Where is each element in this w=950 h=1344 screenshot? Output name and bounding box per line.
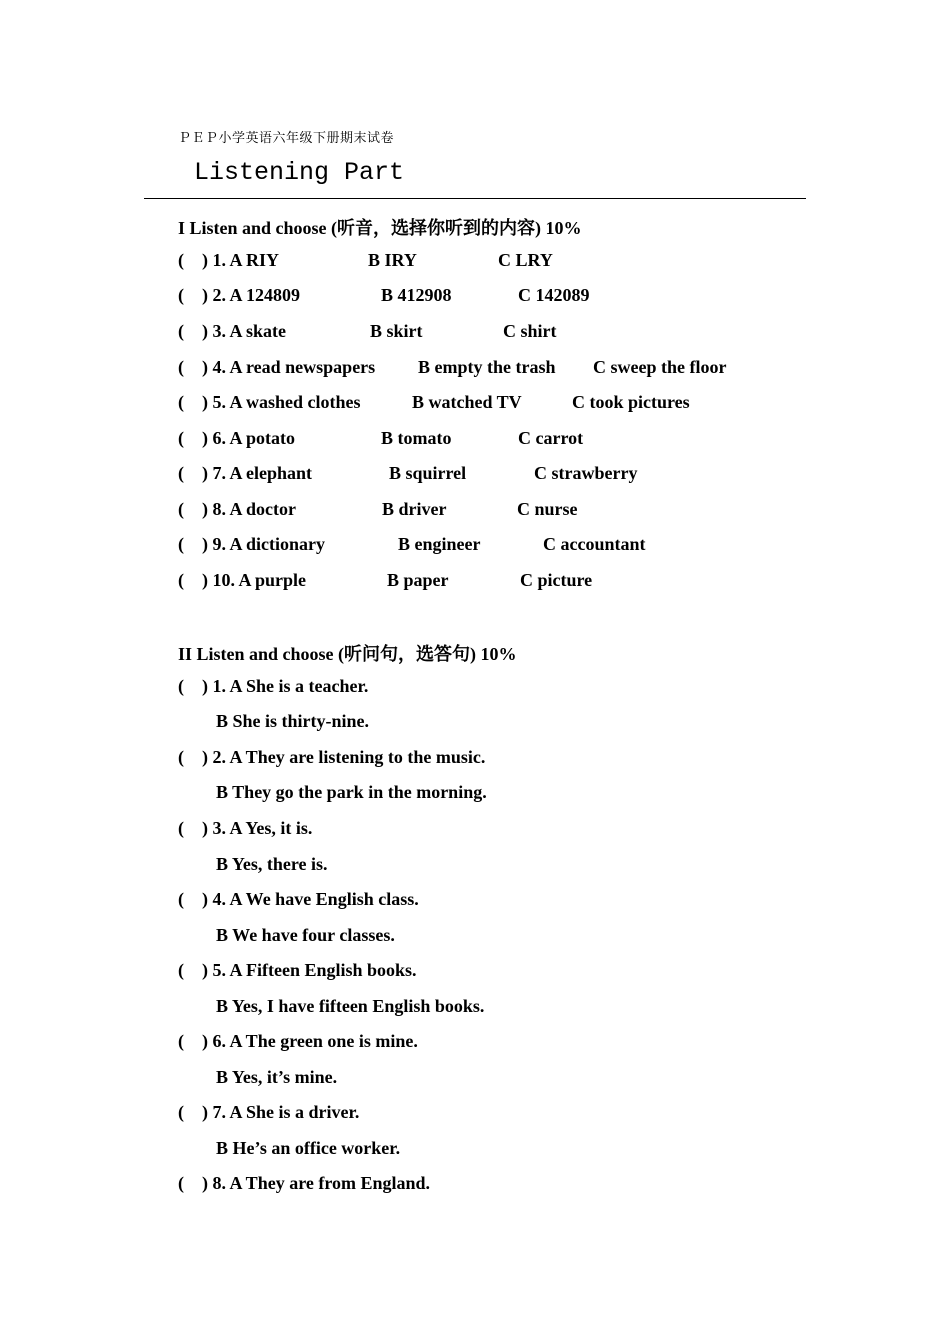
s2-question-1-option-b: B She is thirty-nine. xyxy=(216,711,370,731)
s1-question-8 xyxy=(178,499,818,523)
answer-blank-open: ( xyxy=(178,676,184,696)
question-option-b: B engineer xyxy=(398,534,481,554)
question-option-a: ) 9. A dictionary xyxy=(202,534,326,554)
answer-blank-open: ( xyxy=(178,321,184,341)
question-option-b: B skirt xyxy=(370,321,423,341)
question-option-a: ) 2. A 124809 xyxy=(202,285,301,305)
question-option-b: B paper xyxy=(387,570,449,590)
section1-heading: I Listen and choose (听音，选择你听到的内容) 10% xyxy=(178,218,582,238)
s2-question-7 xyxy=(178,1102,818,1126)
s2-question-4-option-b: B We have four classes. xyxy=(216,925,395,945)
question-option-b: B driver xyxy=(382,499,447,519)
question-option-a: ) 6. A The green one is mine. xyxy=(202,1031,418,1051)
question-option-c: C nurse xyxy=(517,499,578,519)
s2-question-6 xyxy=(178,1031,818,1055)
s2-question-6-option-b: B Yes, it’s mine. xyxy=(216,1067,338,1087)
s1-question-7 xyxy=(178,463,818,487)
question-option-c: C LRY xyxy=(498,250,553,270)
s2-question-5 xyxy=(178,960,818,984)
s1-question-2 xyxy=(178,285,818,309)
question-option-a: ) 6. A potato xyxy=(202,428,296,448)
s2-question-2-option-b: B They go the park in the morning. xyxy=(216,782,487,802)
question-option-c: C sweep the floor xyxy=(593,357,727,377)
answer-blank-open: ( xyxy=(178,1173,184,1193)
answer-blank-open: ( xyxy=(178,463,184,483)
s2-question-2 xyxy=(178,747,818,771)
s1-question-5 xyxy=(178,392,818,416)
s2-question-1 xyxy=(178,676,818,700)
question-option-a: ) 1. A RIY xyxy=(202,250,280,270)
question-option-a: ) 5. A Fifteen English books. xyxy=(202,960,417,980)
page-header-title: ＰＥＰ小学英语六年级下册期末试卷 xyxy=(178,131,395,146)
question-option-c: C took pictures xyxy=(572,392,690,412)
question-option-a: ) 4. A We have English class. xyxy=(202,889,419,909)
answer-blank-open: ( xyxy=(178,570,184,590)
question-option-a: ) 5. A washed clothes xyxy=(202,392,361,412)
s2-question-4 xyxy=(178,889,818,913)
question-option-a: ) 2. A They are listening to the music. xyxy=(202,747,486,767)
question-option-b: B empty the trash xyxy=(418,357,556,377)
answer-blank-open: ( xyxy=(178,1031,184,1051)
s1-question-4 xyxy=(178,357,818,381)
question-option-c: C shirt xyxy=(503,321,557,341)
answer-blank-open: ( xyxy=(178,357,184,377)
question-option-a: ) 7. A elephant xyxy=(202,463,313,483)
s1-question-6 xyxy=(178,428,818,452)
s2-question-5-option-b: B Yes, I have fifteen English books. xyxy=(216,996,485,1016)
question-option-a: ) 4. A read newspapers xyxy=(202,357,376,377)
question-option-a: ) 3. A Yes, it is. xyxy=(202,818,313,838)
s2-question-7-option-b: B He’s an office worker. xyxy=(216,1138,401,1158)
answer-blank-open: ( xyxy=(178,960,184,980)
s1-question-10 xyxy=(178,570,818,594)
answer-blank-open: ( xyxy=(178,285,184,305)
question-option-b: B IRY xyxy=(368,250,417,270)
question-option-a: ) 7. A She is a driver. xyxy=(202,1102,360,1122)
question-option-a: ) 10. A purple xyxy=(202,570,307,590)
question-option-b: B squirrel xyxy=(389,463,467,483)
question-option-b: B 412908 xyxy=(381,285,452,305)
question-option-c: C carrot xyxy=(518,428,584,448)
answer-blank-open: ( xyxy=(178,250,184,270)
answer-blank-open: ( xyxy=(178,534,184,554)
answer-blank-open: ( xyxy=(178,1102,184,1122)
answer-blank-open: ( xyxy=(178,747,184,767)
s2-question-8 xyxy=(178,1173,818,1197)
question-option-a: ) 8. A They are from England. xyxy=(202,1173,431,1193)
header-rule xyxy=(144,198,806,199)
question-option-c: C picture xyxy=(520,570,593,590)
question-option-c: C strawberry xyxy=(534,463,638,483)
question-option-c: C accountant xyxy=(543,534,646,554)
question-option-b: B watched TV xyxy=(412,392,522,412)
question-option-a: ) 1. A She is a teacher. xyxy=(202,676,369,696)
answer-blank-open: ( xyxy=(178,818,184,838)
question-option-a: ) 3. A skate xyxy=(202,321,287,341)
section2-heading: II Listen and choose (听问句，选答句) 10% xyxy=(178,644,517,664)
s2-question-3 xyxy=(178,818,818,842)
s1-question-9 xyxy=(178,534,818,558)
question-option-a: ) 8. A doctor xyxy=(202,499,296,519)
answer-blank-open: ( xyxy=(178,428,184,448)
part-title: Listening Part xyxy=(194,158,405,187)
question-option-b: B tomato xyxy=(381,428,452,448)
answer-blank-open: ( xyxy=(178,392,184,412)
s1-question-3 xyxy=(178,321,818,345)
answer-blank-open: ( xyxy=(178,499,184,519)
question-option-c: C 142089 xyxy=(518,285,590,305)
s2-question-3-option-b: B Yes, there is. xyxy=(216,854,328,874)
s1-question-1 xyxy=(178,250,818,274)
answer-blank-open: ( xyxy=(178,889,184,909)
